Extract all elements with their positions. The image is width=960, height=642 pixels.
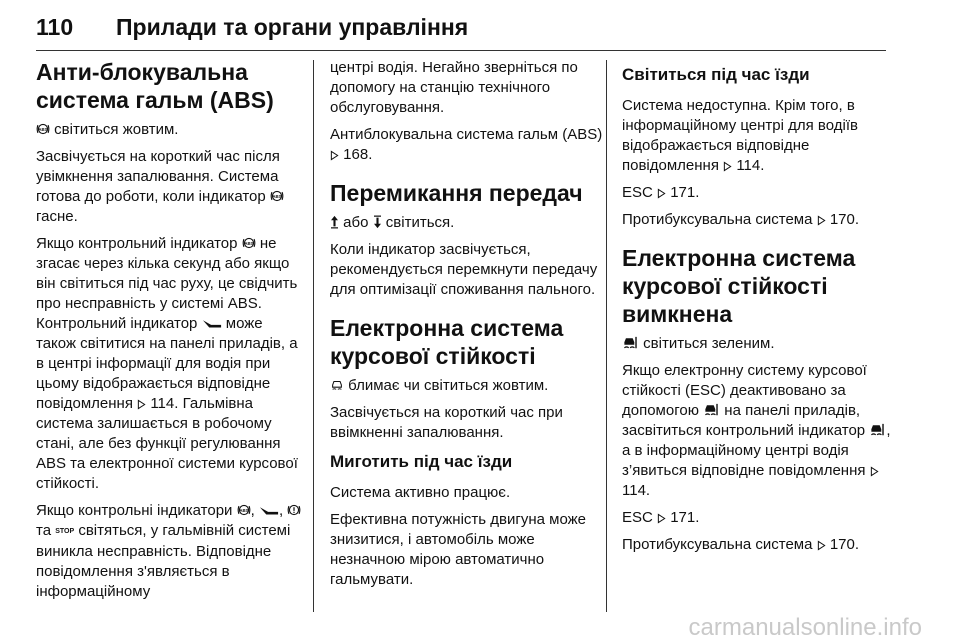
esc-off-b: на панелі приладів, засвітиться контрольний індикатор [622,402,866,439]
abs-warning-icon [237,503,251,517]
page-header [36,14,886,50]
stop-indicator-label: STOP [55,528,75,535]
abs-p2-d: Гальмівна система залишається в робочому стані, але без функції регулювання ABS та електронної системи курсової стійкості. [36,395,298,492]
abs-p1-text: Засвічується на короткий час після увімкнення запалювання. Система готова до роботи, коли індикатор [36,148,280,205]
lit-subheading: Світиться під час їзди [622,65,810,84]
column-divider-1 [313,60,314,612]
tc-label: Протибуксувальна система [622,211,813,228]
abs-warning-icon [36,122,50,136]
abs-crossref [330,125,605,165]
shift-paragraph: Коли індикатор засвічується, рекомендується перемкнути передачу для оптимізації споживання пального. [330,241,598,298]
esc-off-paragraph [622,361,892,501]
abs-paragraph-1 [36,147,306,227]
blink-paragraph-1: Система активно працює. [330,484,511,501]
lit-text: Система недоступна. Крім того, в інформаційному центрі для водіїв відображається відповідне повідомлення [622,97,858,174]
brake-wear-icon [259,503,279,517]
page-number: 110 [36,14,74,40]
esc-off-a: Якщо електронну систему курсової стійкості (ESC) деактивовано за допомогою [622,362,867,419]
esc-crossref [622,183,892,203]
brake-wear-icon [202,316,222,330]
esc-label-2: ESC [622,509,653,526]
page-reference-triangle-icon [817,215,826,226]
esc-off-icon [622,336,639,350]
abs-p2-ref[interactable]: 114. [150,395,179,412]
esc-lead [330,376,605,396]
abs-p3-a: Якщо контрольні індикатори [36,502,233,519]
chapter-title: Прилади та органи управління [116,14,469,40]
abs-warning-icon [270,189,284,203]
esc-label: ESC [622,184,653,201]
esc-ref-2[interactable]: 171. [670,509,700,526]
watermark: carmanualsonline.info [688,614,922,641]
shift-lit-text: світиться. [385,214,455,231]
abs-warning-icon [242,236,256,250]
abs-p3-c: світяться, у гальмівній системі виникла несправність. Відповідне повідомлення з'являється в інформаційному [36,522,291,600]
abs-crossref-page[interactable]: 168. [343,146,373,163]
abs-p2-c: може також світитися на панелі приладів, а в центрі інформації для водія при цьому відображається відповідне повідомлення [36,315,298,412]
abs-p1-end: гасне. [36,208,78,225]
blink-paragraph-2: Ефективна потужність двигуна може знизитися, і автомобіль може незначною мірою автоматично гальмувати. [330,511,587,588]
esc-off-c: , а в інформаційному центрі водія з’явиться відповідне повідомлення [622,422,891,479]
abs-heading: Анти-блокувальна система гальм (ABS) [36,59,274,113]
lit-ref[interactable]: 114. [736,157,765,174]
column-divider-2 [606,60,607,612]
abs-lead-text: світиться жовтим. [54,121,179,138]
abs-p2-a: Якщо контрольний індикатор [36,235,238,252]
esc-heading: Електронна система курсової стійкості [330,315,564,369]
header-divider [36,50,886,51]
tc-ref-2[interactable]: 170. [829,536,860,553]
col2-continuation: центрі водія. Негайно зверніться по допомогу на станцію технічного обслуговування. [330,59,578,116]
page-reference-triangle-icon [330,150,339,161]
tc-crossref-2 [622,535,892,555]
page-reference-triangle-icon [657,513,666,524]
brake-system-icon [287,503,301,517]
esc-ref[interactable]: 171. [670,184,700,201]
tc-crossref [622,210,892,230]
abs-paragraph-3: Якщо контрольні індикатори , , та STOP світяться, у гальмівній системі виникла несправність. Відповідне повідомлення з'являється в інформаційному [36,501,306,602]
shift-or: або [343,214,369,231]
shift-indicator-line [330,213,605,233]
page-reference-triangle-icon [657,188,666,199]
page-reference-triangle-icon [723,161,732,172]
abs-crossref-text: Антиблокувальна система гальм (ABS) [330,126,603,143]
esc-off-lead-text: світиться зеленим. [643,335,775,352]
column-1 [36,58,306,609]
esc-off-ref[interactable]: 114. [622,482,651,499]
page-reference-triangle-icon [817,540,826,551]
esc-car-skid-icon [330,378,344,392]
esc-paragraph: Засвічується на короткий час при ввімкненні запалювання. [330,404,563,441]
column-3 [622,58,892,562]
esc-lead-text: блимає чи світиться жовтим. [348,377,549,394]
tc-label-2: Протибуксувальна система [622,536,813,553]
abs-p2-b: не згасає через кілька секунд або якщо він світиться під час руху, це свідчить про несправність у системі ABS. Контрольний індикатор [36,235,298,332]
esc-off-icon [869,423,886,437]
page-reference-triangle-icon [870,466,879,477]
gear-shift-heading: Перемикання передач [330,180,583,206]
esc-crossref-2 [622,508,892,528]
lit-paragraph [622,96,892,176]
abs-p3-b: та [36,522,52,539]
column-2 [330,58,605,597]
esc-off-lead [622,334,892,354]
blink-subheading: Миготить під час їзди [330,452,513,471]
tc-ref[interactable]: 170. [829,211,860,228]
shift-up-arrow-icon [330,215,339,229]
shift-down-arrow-icon [373,215,382,229]
abs-paragraph-2 [36,234,306,494]
esc-off-icon [703,403,720,417]
esc-off-heading: Електронна система курсової стійкості вимкнена [622,245,856,327]
page-reference-triangle-icon [137,399,146,410]
abs-lead [36,120,306,140]
